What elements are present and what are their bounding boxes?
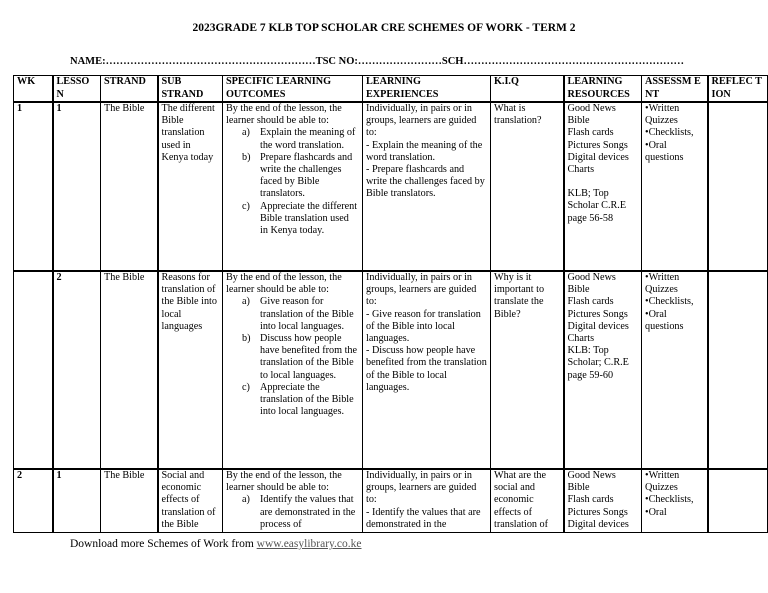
cell-wk: 2 xyxy=(14,469,53,533)
cell-lesson: 1 xyxy=(53,469,101,533)
cell-strand: The Bible xyxy=(101,469,158,533)
header-outcomes: SPECIFIC LEARNING OUTCOMES xyxy=(223,76,363,103)
outcome-item: b) Prepare flashcards and write the challenges faced by Bible translators. xyxy=(242,151,353,200)
table-row xyxy=(14,102,768,271)
cell-assessment: •Written Quizzes •Checklists, •Oral questions xyxy=(642,102,708,271)
table-header-row xyxy=(14,76,768,103)
cell-lesson: 2 xyxy=(53,271,101,469)
resource-reference: KLB: Top Scholar; C.R.E page 59-60 xyxy=(567,345,629,381)
cell-experiences: Individually, in pairs or in groups, learners are guided to: - Identify the values that are demonstrated in the xyxy=(363,469,491,533)
cell-reflection xyxy=(708,102,768,271)
cell-assessment: •Written Quizzes •Checklists, •Oral questions xyxy=(642,271,708,469)
outcome-item: a) Give reason for translation of the Bible into local languages. xyxy=(242,296,354,332)
header-lesson: LESSO N xyxy=(53,76,101,103)
header-wk: WK xyxy=(14,76,53,103)
header-experiences: LEARNING EXPERIENCES xyxy=(363,76,491,103)
outcome-item: c) Appreciate the translation of the Bible into local languages. xyxy=(242,381,354,418)
cell-outcomes xyxy=(223,271,363,469)
outcomes-intro: By the end of the lesson, the learner should be able to: xyxy=(226,272,342,296)
header-strand: STRAND xyxy=(101,76,158,103)
cell-strand: The Bible xyxy=(101,271,158,469)
outcome-item: a) Explain the meaning of the word translation. xyxy=(242,127,356,151)
cell-assessment: •Written Quizzes •Checklists, •Oral xyxy=(642,469,708,533)
outcomes-intro: By the end of the lesson, the learner should be able to: xyxy=(226,103,342,127)
cell-reflection xyxy=(708,271,768,469)
cell-resources: Good News Bible Flash cards Pictures Songs Digital devices Charts KLB; Top Scholar C.R.E page 56-58 xyxy=(564,102,642,271)
cell-kiq: What is translation? xyxy=(491,102,564,271)
cell-sub-strand: Reasons for translation of the Bible into local languages xyxy=(158,271,223,469)
outcomes-intro: By the end of the lesson, the learner should be able to: xyxy=(226,470,342,494)
cell-sub-strand: Social and economic effects of translation of the Bible xyxy=(158,469,223,533)
cell-outcomes xyxy=(223,469,363,533)
cell-lesson: 1 xyxy=(53,102,101,271)
header-resources: LEARNING RESOURCES xyxy=(564,76,642,103)
cell-sub-strand: The different Bible translation used in Kenya today xyxy=(158,102,223,271)
header-sub-strand: SUB STRAND xyxy=(158,76,223,103)
document-title: 2023GRADE 7 KLB TOP SCHOLAR CRE SCHEMES OF WORK - TERM 2 xyxy=(192,22,576,34)
footer-text: Download more Schemes of Work from xyxy=(70,538,257,550)
header-kiq: K.I.Q xyxy=(491,76,564,103)
resource-reference: KLB; Top Scholar C.R.E page 56-58 xyxy=(567,188,627,224)
outcome-item: a) Identify the values that are demonstrated in the process of xyxy=(242,494,356,530)
header-assessment: ASSESSM ENT xyxy=(642,76,708,103)
cell-kiq: What are the social and economic effects of translation of xyxy=(491,469,564,533)
cell-experiences: Individually, in pairs or in groups, learners are guided to: - Explain the meaning of the word translation. - Prepare flashcards and write the challenges faced by Bible translators. xyxy=(363,102,491,271)
outcome-item: b) Discuss how people have benefited from the translation of the Bible to local languages. xyxy=(242,333,358,381)
easylibrary-link[interactable]: www.easylibrary.co.ke xyxy=(256,538,362,550)
table-row xyxy=(14,271,768,469)
table-row xyxy=(14,469,768,533)
cell-resources: Good News Bible Flash cards Pictures Songs Digital devices Charts KLB: Top Scholar; C.R.E page 59-60 xyxy=(564,271,642,469)
cell-resources: Good News Bible Flash cards Pictures Songs Digital devices xyxy=(564,469,642,533)
cell-experiences: Individually, in pairs or in groups, learners are guided to: - Give reason for translation of the Bible into local languages. - Discuss how people have benefited from the translation of the Bible to local languages. xyxy=(363,271,491,469)
cell-wk xyxy=(14,271,53,469)
header-reflection: REFLEC TION xyxy=(708,76,768,103)
cell-strand: The Bible xyxy=(101,102,158,271)
download-footer xyxy=(70,538,362,550)
cell-outcomes xyxy=(223,102,363,271)
outcome-item: c) Appreciate the different Bible translation used in Kenya today. xyxy=(242,200,358,237)
cell-reflection xyxy=(708,469,768,533)
cell-wk: 1 xyxy=(14,102,53,271)
cell-kiq: Why is it important to translate the Bible? xyxy=(491,271,564,469)
name-tsc-school-line: NAME:……………………………………………………TSC NO:……………………SCH……………………………………………………… xyxy=(70,56,684,67)
schemes-of-work-table xyxy=(13,75,768,533)
